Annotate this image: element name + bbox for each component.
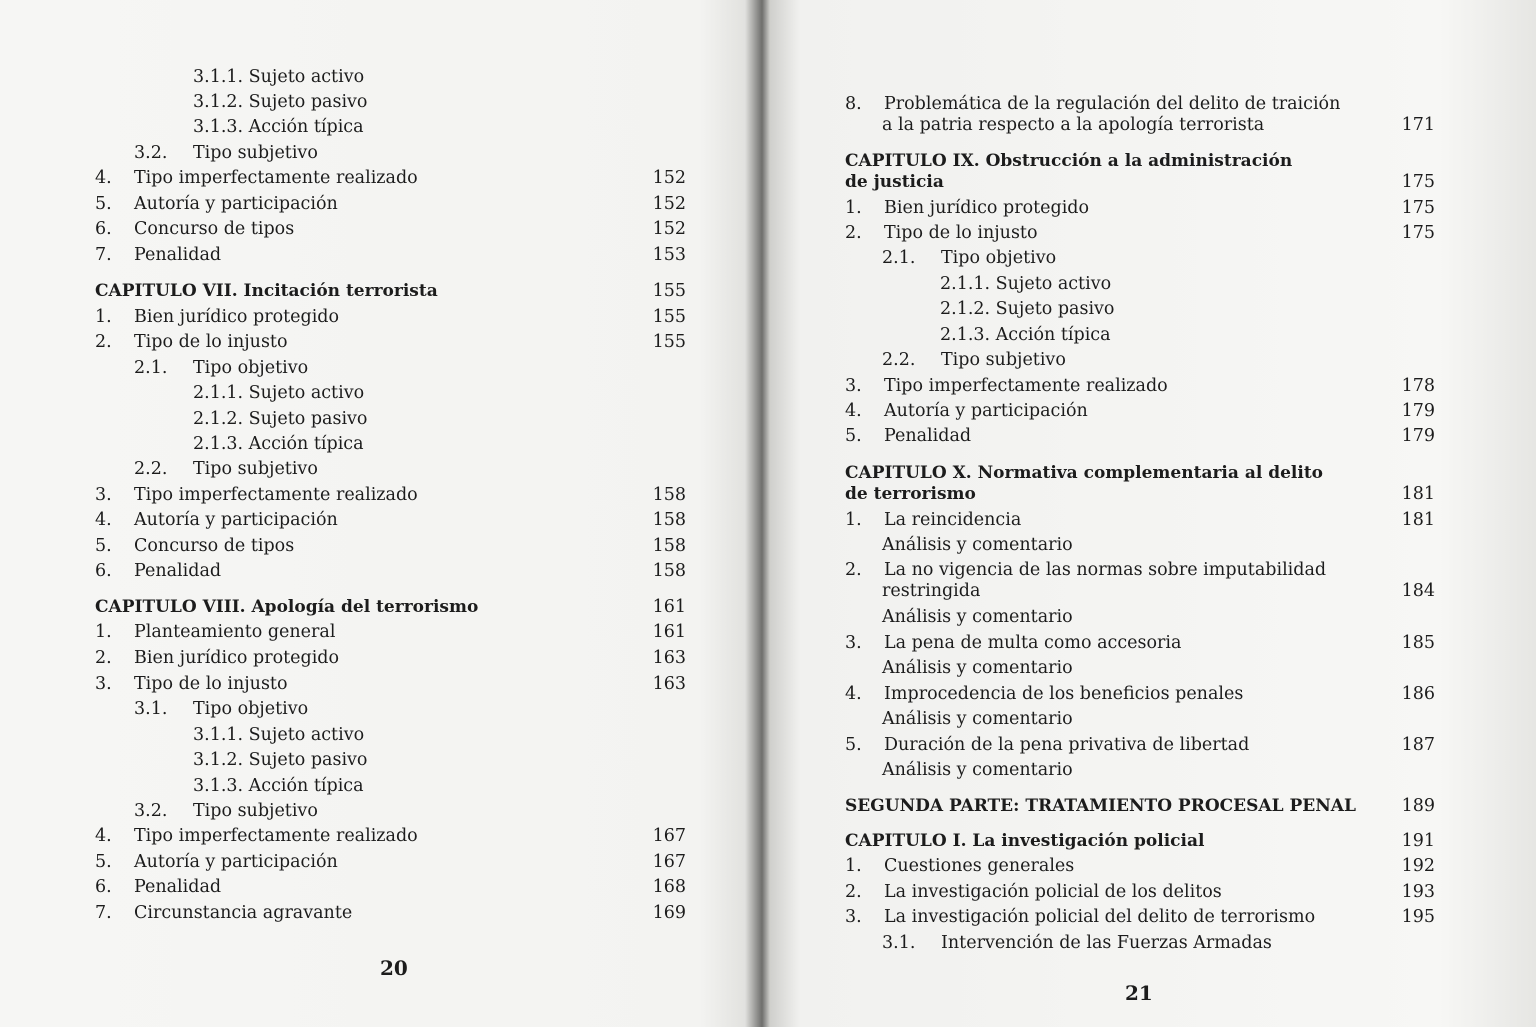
toc-entry-title: Autoría y participación: [884, 401, 1088, 421]
toc-entry: [95, 902, 352, 924]
toc-entry-number: 1.: [95, 307, 112, 327]
toc-entry-number: 4.: [95, 826, 112, 846]
toc-heading: [845, 171, 944, 193]
toc-entry-title: Tipo subjetivo: [941, 350, 1066, 370]
toc-entry-title: Tipo objetivo: [193, 699, 309, 719]
toc-entry-title: Concurso de tipos: [134, 219, 295, 239]
toc-entry: [95, 218, 294, 240]
toc-entry-number: 5.: [845, 735, 862, 755]
toc-entry: [193, 116, 364, 138]
toc-entry: [134, 698, 308, 720]
toc-page-number: 158: [652, 536, 686, 556]
toc-entry-number: 2.2.: [134, 459, 168, 479]
toc-entry: [95, 484, 418, 506]
toc-page-number: 152: [652, 168, 686, 188]
toc-entry-number: 7.: [95, 245, 112, 265]
toc-entry-title: La investigación policial de los delitos: [884, 882, 1222, 902]
toc-page-number: 153: [652, 245, 686, 265]
toc-entry-number: 7.: [95, 903, 112, 923]
toc-entry: [193, 724, 364, 746]
toc-entry: [134, 357, 308, 379]
toc-page-number: 167: [652, 852, 686, 872]
toc-entry-title: Problemática de la regulación del delito de traición: [884, 94, 1341, 114]
toc-entry: [845, 400, 1088, 422]
toc-page-number: 161: [652, 622, 686, 642]
toc-entry-title: restringida: [882, 581, 981, 601]
toc-page-number: 193: [1401, 882, 1435, 902]
toc-page-number: 158: [652, 485, 686, 505]
toc-entry: [95, 509, 338, 531]
toc-entry-number: 1.: [845, 510, 862, 530]
toc-entry: [95, 825, 418, 847]
toc-entry-number: 1.: [845, 856, 862, 876]
toc-page-number: 189: [1401, 796, 1435, 816]
toc-entry: [95, 560, 221, 582]
toc-entry-title: 3.1.2. Sujeto pasivo: [193, 92, 368, 112]
toc-entry: [845, 881, 1222, 903]
toc-entry: [845, 855, 1074, 877]
toc-entry: [845, 708, 1073, 730]
toc-page-number: 163: [652, 648, 686, 668]
toc-entry-title: CAPITULO VII. Incitación terrorista: [95, 281, 438, 301]
toc-page-number: 158: [652, 510, 686, 530]
toc-entry-number: 5.: [95, 194, 112, 214]
toc-entry-title: 2.1.3. Acción típica: [193, 434, 364, 454]
toc-entry-title: Autoría y participación: [134, 194, 338, 214]
toc-entry: [95, 621, 335, 643]
toc-entry: [95, 306, 339, 328]
toc-entry-title: 3.1.1. Sujeto activo: [193, 67, 365, 87]
toc-page-number: 191: [1401, 831, 1435, 851]
toc-page-number: 155: [652, 281, 686, 301]
toc-page-number: 184: [1401, 581, 1435, 601]
toc-entry: [940, 273, 1111, 295]
toc-page-number: 175: [1401, 198, 1435, 218]
toc-entry: [95, 851, 338, 873]
toc-page-number: 161: [652, 597, 686, 617]
toc-heading: [845, 830, 1204, 852]
toc-entry-title: Tipo subjetivo: [193, 801, 318, 821]
toc-entry: [95, 167, 418, 189]
toc-entry: [845, 759, 1073, 781]
toc-page-number: 192: [1401, 856, 1435, 876]
toc-entry: [845, 734, 1249, 756]
toc-entry-number: 8.: [845, 94, 862, 114]
toc-entry-number: 1.: [845, 198, 862, 218]
toc-entry: [882, 349, 1066, 371]
toc-entry-title: Bien jurídico protegido: [134, 648, 340, 668]
toc-entry-number: 6.: [95, 561, 112, 581]
toc-entry-number: 2.2.: [882, 350, 916, 370]
toc-heading: [845, 462, 1323, 484]
toc-entry-title: Análisis y comentario: [882, 535, 1073, 555]
toc-entry: [95, 244, 221, 266]
toc-entry-number: 6.: [95, 877, 112, 897]
toc-heading: [845, 150, 1292, 172]
toc-entry: [845, 559, 1326, 581]
toc-entry: [845, 632, 1181, 654]
toc-entry-title: Análisis y comentario: [882, 658, 1073, 678]
toc-entry: [845, 580, 980, 602]
toc-page-number: 175: [1401, 172, 1435, 192]
toc-entry-number: 5.: [845, 426, 862, 446]
toc-page-number: 152: [652, 219, 686, 239]
toc-entry: [193, 91, 367, 113]
toc-entry-title: CAPITULO X. Normativa complementaria al delito: [845, 463, 1324, 483]
toc-entry-title: 3.1.3. Acción típica: [193, 117, 364, 137]
toc-heading: [95, 280, 438, 302]
toc-entry-title: Autoría y participación: [134, 510, 338, 530]
toc-entry-title: La pena de multa como accesoria: [884, 633, 1182, 653]
toc-page-number: 155: [652, 332, 686, 352]
toc-entry-title: Autoría y participación: [134, 852, 338, 872]
toc-entry-title: Tipo de lo injusto: [884, 223, 1038, 243]
toc-entry-number: 3.1.: [882, 933, 916, 953]
toc-entry-title: Penalidad: [884, 426, 972, 446]
toc-entry: [134, 458, 318, 480]
toc-entry: [882, 932, 1272, 954]
toc-entry: [845, 509, 1021, 531]
toc-entry: [845, 114, 1264, 136]
toc-entry-title: Concurso de tipos: [134, 536, 295, 556]
toc-entry-number: 2.: [845, 882, 862, 902]
toc-entry-title: CAPITULO IX. Obstrucción a la administración: [845, 151, 1293, 171]
toc-entry-title: Cuestiones generales: [884, 856, 1075, 876]
toc-entry-title: Tipo subjetivo: [193, 143, 318, 163]
toc-entry-number: 2.: [845, 560, 862, 580]
toc-entry-number: 1.: [95, 622, 112, 642]
toc-entry: [134, 142, 318, 164]
toc-entry: [193, 433, 364, 455]
toc-entry: [845, 93, 1340, 115]
toc-entry-number: 5.: [95, 852, 112, 872]
toc-entry: [193, 749, 367, 771]
toc-page-number: 167: [652, 826, 686, 846]
toc-entry-title: Bien jurídico protegido: [134, 307, 340, 327]
toc-entry-title: 2.1.2. Sujeto pasivo: [940, 299, 1115, 319]
toc-entry-title: Penalidad: [134, 877, 222, 897]
toc-entry-title: Análisis y comentario: [882, 760, 1073, 780]
toc-page-number: 181: [1401, 484, 1435, 504]
toc-entry-title: Tipo de lo injusto: [134, 674, 288, 694]
toc-heading: [845, 795, 1356, 817]
toc-entry-number: 3.: [95, 674, 112, 694]
toc-page-number: 155: [652, 307, 686, 327]
toc-entry: [95, 673, 288, 695]
toc-entry-number: 4.: [95, 168, 112, 188]
toc-page-number: 168: [652, 877, 686, 897]
toc-entry: [845, 906, 1315, 928]
toc-page-number: 158: [652, 561, 686, 581]
toc-page-number: 195: [1401, 907, 1435, 927]
toc-page-number: 181: [1401, 510, 1435, 530]
toc-entry-number: 4.: [845, 684, 862, 704]
toc-page-number: 178: [1401, 376, 1435, 396]
toc-entry: [193, 66, 364, 88]
toc-page-number: 187: [1401, 735, 1435, 755]
toc-entry-title: La reincidencia: [884, 510, 1022, 530]
toc-entry: [845, 534, 1073, 556]
toc-entry-number: 2.: [95, 648, 112, 668]
toc-page-number: 169: [652, 903, 686, 923]
page-number-right: 21: [1125, 981, 1153, 1005]
toc-entry-number: 5.: [95, 536, 112, 556]
toc-entry: [845, 657, 1073, 679]
toc-entry: [845, 683, 1243, 705]
toc-page-number: 186: [1401, 684, 1435, 704]
toc-entry-title: SEGUNDA PARTE: TRATAMIENTO PROCESAL PENAL: [845, 796, 1356, 816]
toc-entry-title: Penalidad: [134, 561, 222, 581]
toc-entry: [845, 425, 971, 447]
toc-entry: [940, 324, 1111, 346]
toc-heading: [95, 596, 478, 618]
toc-entry-title: Tipo imperfectamente realizado: [134, 168, 418, 188]
toc-page-number: 175: [1401, 223, 1435, 243]
toc-entry-title: Tipo objetivo: [941, 248, 1057, 268]
toc-entry-number: 3.: [95, 485, 112, 505]
toc-entry: [193, 408, 367, 430]
toc-entry-title: Tipo imperfectamente realizado: [134, 826, 418, 846]
toc-entry-number: 3.2.: [134, 143, 168, 163]
toc-entry-number: 3.2.: [134, 801, 168, 821]
toc-entry: [134, 800, 318, 822]
toc-entry-number: 4.: [845, 401, 862, 421]
toc-entry: [193, 775, 364, 797]
toc-entry: [193, 382, 364, 404]
toc-heading: [845, 483, 976, 505]
toc-entry-number: 6.: [95, 219, 112, 239]
toc-entry: [845, 197, 1089, 219]
toc-entry-title: 3.1.3. Acción típica: [193, 776, 364, 796]
toc-entry-title: Bien jurídico protegido: [884, 198, 1090, 218]
toc-entry-number: 2.1.: [882, 248, 916, 268]
toc-entry: [95, 193, 338, 215]
toc-entry-title: Penalidad: [134, 245, 222, 265]
toc-entry-title: 3.1.2. Sujeto pasivo: [193, 750, 368, 770]
toc-entry-number: 3.: [845, 633, 862, 653]
toc-entry-title: 2.1.3. Acción típica: [940, 325, 1111, 345]
toc-entry-number: 3.: [845, 907, 862, 927]
toc-entry-title: La no vigencia de las normas sobre imputabilidad: [884, 560, 1327, 580]
toc-entry-title: Tipo de lo injusto: [134, 332, 288, 352]
toc-entry-number: 2.: [845, 223, 862, 243]
toc-entry-title: Circunstancia agravante: [134, 903, 353, 923]
toc-entry-title: Planteamiento general: [134, 622, 336, 642]
toc-entry-title: Tipo subjetivo: [193, 459, 318, 479]
toc-entry: [845, 375, 1168, 397]
toc-entry: [845, 606, 1073, 628]
toc-entry-title: de terrorismo: [845, 484, 976, 504]
toc-entry-title: a la patria respecto a la apología terrorista: [882, 115, 1265, 135]
toc-entry-title: Tipo imperfectamente realizado: [134, 485, 418, 505]
toc-entry: [95, 876, 221, 898]
toc-entry: [95, 647, 339, 669]
toc-entry-number: 2.1.: [134, 358, 168, 378]
toc-entry-number: 3.: [845, 376, 862, 396]
toc-entry-title: de justicia: [845, 172, 944, 192]
toc-entry-title: CAPITULO I. La investigación policial: [845, 831, 1205, 851]
toc-entry-title: Análisis y comentario: [882, 709, 1073, 729]
toc-entry: [940, 298, 1114, 320]
toc-entry-title: Intervención de las Fuerzas Armadas: [941, 933, 1272, 953]
toc-entry-title: 2.1.2. Sujeto pasivo: [193, 409, 368, 429]
toc-page-number: 171: [1401, 115, 1435, 135]
toc-entry: [845, 222, 1038, 244]
toc-entry: [882, 247, 1056, 269]
toc-entry-title: Análisis y comentario: [882, 607, 1073, 627]
toc-entry-title: Duración de la pena privativa de libertad: [884, 735, 1250, 755]
page-number-left: 20: [380, 956, 408, 980]
toc-entry-number: 3.1.: [134, 699, 168, 719]
toc-entry-number: 2.: [95, 332, 112, 352]
toc-entry-title: Tipo imperfectamente realizado: [884, 376, 1168, 396]
toc-entry-title: 2.1.1. Sujeto activo: [193, 383, 365, 403]
toc-entry-title: La investigación policial del delito de terrorismo: [884, 907, 1316, 927]
toc-page-number: 179: [1401, 401, 1435, 421]
toc-page-number: 152: [652, 194, 686, 214]
toc-entry-title: Tipo objetivo: [193, 358, 309, 378]
toc-entry: [95, 331, 288, 353]
toc-page-number: 179: [1401, 426, 1435, 446]
toc-page-number: 185: [1401, 633, 1435, 653]
toc-entry-title: 3.1.1. Sujeto activo: [193, 725, 365, 745]
toc-page-number: 163: [652, 674, 686, 694]
toc-entry-title: CAPITULO VIII. Apología del terrorismo: [95, 597, 479, 617]
toc-entry-number: 4.: [95, 510, 112, 530]
toc-entry: [95, 535, 294, 557]
toc-entry-title: Improcedencia de los beneficios penales: [884, 684, 1244, 704]
toc-entry-title: 2.1.1. Sujeto activo: [940, 274, 1112, 294]
